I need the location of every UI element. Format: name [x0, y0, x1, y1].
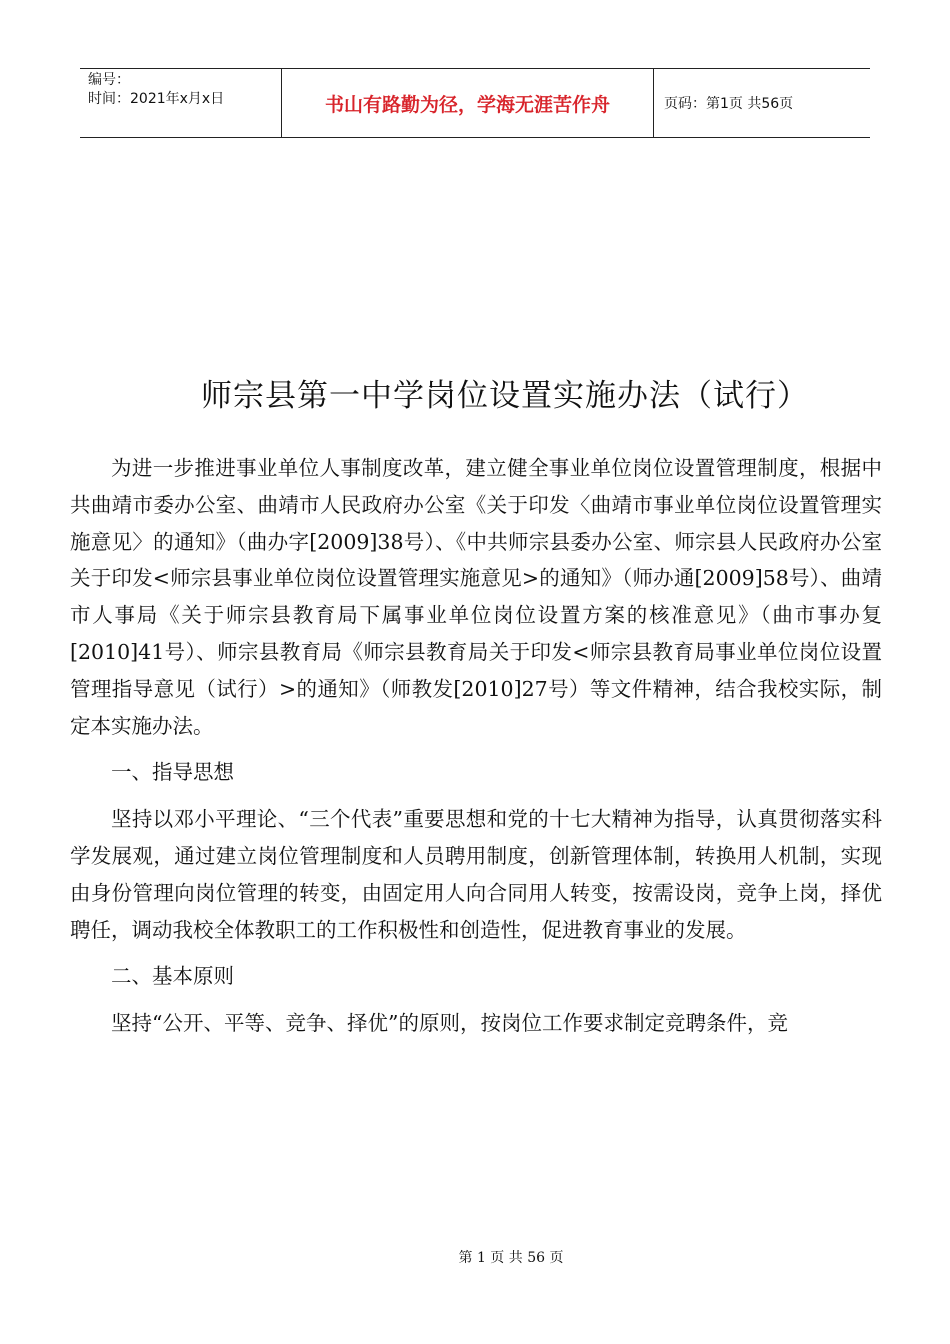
serial-number-label: 编号：	[88, 72, 130, 88]
date-label: 时间：2021年x月x日	[88, 91, 225, 107]
header-meta-cell	[80, 69, 282, 137]
guiding-ideology-paragraph: 坚持以邓小平理论、“三个代表”重要思想和党的十七大精神为指导，认真贯彻落实科学发展观，通过建立岗位管理制度和人员聘用制度，创新管理体制，转换用人机制，实现由身份管理向岗位管理的转变，由固定用人向合同用人转变，按需设岗，竞争上岗，择优聘任，调动我校全体教职工的工作积极性和创造性，促进教育事业的发展。	[70, 807, 882, 942]
header-page-info: 页码：第1页 共56页	[664, 96, 794, 112]
section-heading-guiding-ideology: 一、指导思想	[111, 760, 234, 785]
intro-paragraph: 为进一步推进事业单位人事制度改革，建立健全事业单位岗位设置管理制度，根据中共曲靖市委办公室、曲靖市人民政府办公室《关于印发〈曲靖市事业单位岗位设置管理实施意见〉的通知》（曲办字[2009]38号）、《中共师宗县委办公室、师宗县人民政府办公室关于印发<师宗县事业单位岗位设置管理实施意见>的通知》（师办通[2009]58号）、曲靖市人事局《关于师宗县教育局下属事业单位岗位设置方案的核准意见》（曲市事办复[2010]41号）、师宗县教育局《师宗县教育局关于印发<师宗县教育局事业单位岗位设置管理指导意见（试行）>的通知》（师教发[2010]27号）等文件精神，结合我校实际，制定本实施办法。	[70, 456, 882, 738]
page-footer: 第 1 页 共 56 页	[458, 1250, 564, 1266]
section-heading-basic-principles: 二、基本原则	[111, 964, 234, 989]
document-title: 师宗县第一中学岗位设置实施办法（试行）	[201, 378, 809, 414]
document-body	[70, 450, 882, 1042]
document-header	[80, 68, 870, 138]
basic-principles-paragraph: 坚持“公开、平等、竞争、择优”的原则，按岗位工作要求制定竞聘条件，竞	[111, 1011, 788, 1036]
header-motto: 书山有路勤为径，学海无涯苦作舟	[282, 69, 654, 137]
